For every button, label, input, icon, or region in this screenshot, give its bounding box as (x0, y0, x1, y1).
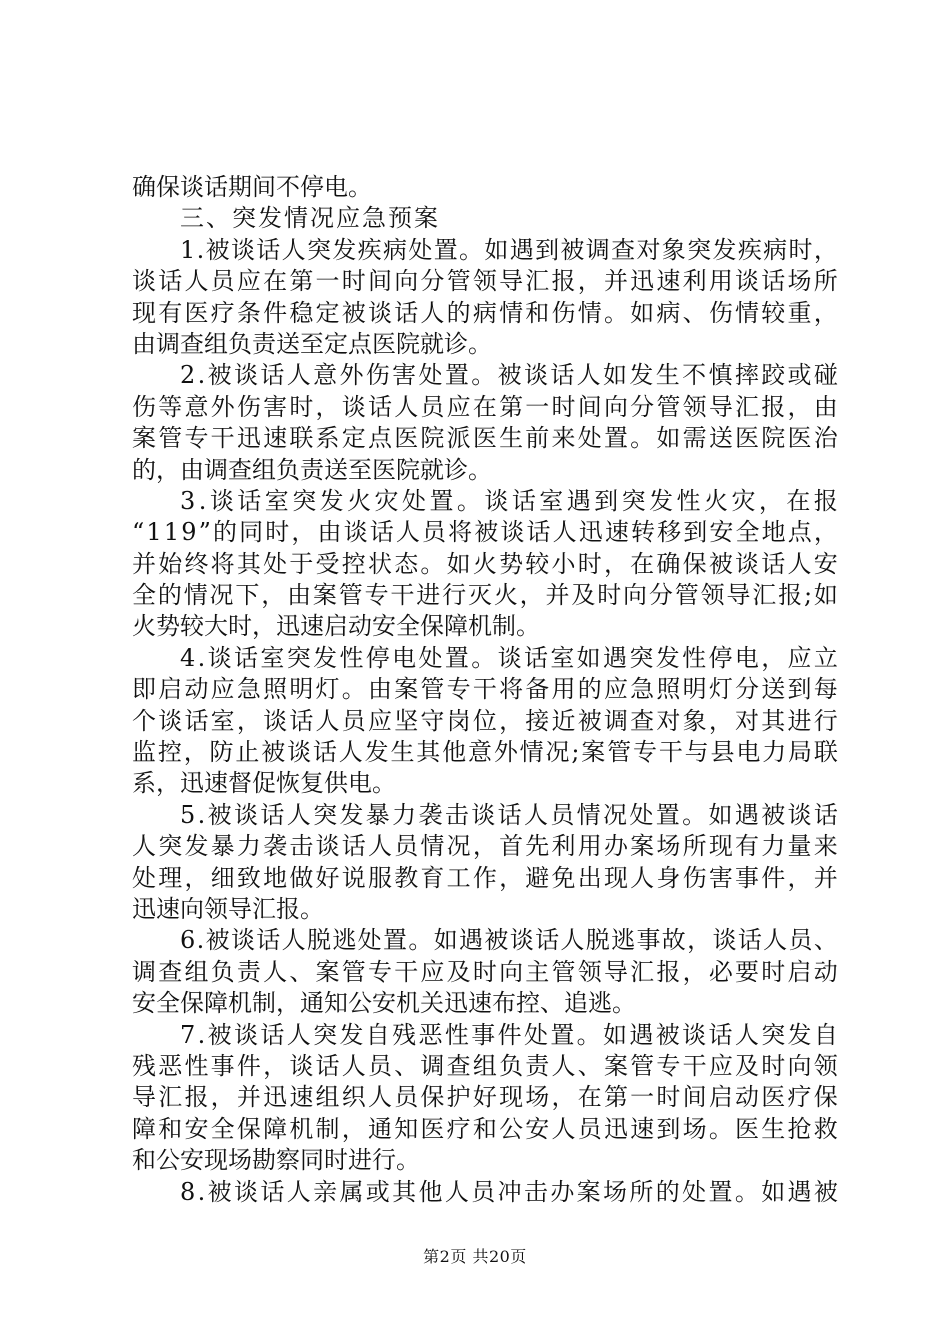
text-line: 7 . 被 谈 话 人 突 发 自 残 恶 性 事 件 处 置 。 如 遇 被 谈 话 人 突 发 自 (180, 1020, 838, 1049)
text-line: 人 突 发 暴 力 袭 击 谈 话 人 员 情 况 ， 首 先 利 用 办 案 场 所 现 有 力 量 来 (132, 832, 838, 861)
text-line: 确保谈话期间不停电。 (132, 173, 372, 201)
section-heading: 三、突发情况应急预案 (180, 204, 440, 233)
text-line: 个 谈 话 室 ， 谈 话 人 员 应 坚 守 岗 位 ， 接 近 被 调 查 对 象 ， 对 其 进 行 (132, 706, 838, 735)
text-line: 全 的 情 况 下 ， 由 案 管 专 干 进 行 灭 火 ， 并 及 时 向 分 管 领 导 汇 报 ; 如 (132, 581, 838, 610)
text-line: 6 . 被 谈 话 人 脱 逃 处 置 。 如 遇 被 谈 话 人 脱 逃 事 故 ， 谈 话 人 员 、 (180, 926, 838, 955)
text-line: 3 . 谈 话 室 突 发 火 灾 处 置 。 谈 话 室 遇 到 突 发 性 火 灾 ， 在 报 (180, 486, 838, 515)
text-line: 调 查 组 负 责 人 、 案 管 专 干 应 及 时 向 主 管 领 导 汇 报 ， 必 要 时 启 动 (132, 957, 838, 986)
text-line: 1 . 被 谈 话 人 突 发 疾 病 处 置 。 如 遇 到 被 调 查 对 象 突 发 疾 病 时 ， (180, 235, 838, 264)
text-line: 谈 话 人 员 应 在 第 一 时 间 向 分 管 领 导 汇 报 ， 并 迅 速 利 用 谈 话 场 所 (132, 267, 838, 296)
text-line: 导 汇 报 ， 并 迅 速 组 织 人 员 保 护 好 现 场 ， 在 第 一 时 间 启 动 医 疗 保 (132, 1083, 838, 1112)
text-line: 5 . 被 谈 话 人 突 发 暴 力 袭 击 谈 话 人 员 情 况 处 置 。 如 遇 被 谈 话 (180, 800, 838, 829)
text-line: 系，迅速督促恢复供电。 (132, 769, 396, 798)
text-line: 处 理 ， 细 致 地 做 好 说 服 教 育 工 作 ， 避 免 出 现 人 身 伤 害 事 件 ， 并 (132, 863, 838, 892)
text-line: 迅速向领导汇报。 (132, 894, 324, 923)
text-line: 由调查组负责送至定点医院就诊。 (132, 329, 492, 358)
document-body (132, 172, 838, 1208)
text-line: 4 . 谈 话 室 突 发 性 停 电 处 置 。 谈 话 室 如 遇 突 发 性 停 电 ， 应 立 (180, 643, 838, 672)
text-line: 2 . 被 谈 话 人 意 外 伤 害 处 置 。 被 谈 话 人 如 发 生 不 慎 摔 跤 或 碰 (180, 361, 838, 390)
text-line: 安全保障机制，通知公安机关迅速布控、追逃。 (132, 989, 636, 1018)
text-line: 和公安现场勘察同时进行。 (132, 1146, 420, 1175)
text-line: 障 和 安 全 保 障 机 制 ， 通 知 医 疗 和 公 安 人 员 迅 速 到 场 。 医 生 抢 救 (132, 1114, 838, 1143)
text-line: 现 有 医 疗 条 件 稳 定 被 谈 话 人 的 病 情 和 伤 情 。 如 病 、 伤 情 较 重 ， (132, 298, 838, 327)
page-footer: 第2页 共20页 (423, 1247, 527, 1266)
text-line: 8 . 被 谈 话 人 亲 属 或 其 他 人 员 冲 击 办 案 场 所 的 处 置 。 如 遇 被 (180, 1177, 838, 1206)
text-line: “ 1 1 9 ” 的 同 时 ， 由 谈 话 人 员 将 被 谈 话 人 迅 速 转 移 到 安 全 地 点 ， (132, 518, 838, 547)
text-line: 伤 等 意 外 伤 害 时 ， 谈 话 人 员 应 在 第 一 时 间 向 分 管 领 导 汇 报 ， 由 (132, 392, 838, 421)
text-line: 的，由调查组负责送至医院就诊。 (132, 455, 492, 484)
text-line: 案 管 专 干 迅 速 联 系 定 点 医 院 派 医 生 前 来 处 置 。 如 需 送 医 院 医 治 (132, 424, 838, 453)
text-line: 监 控 ， 防 止 被 谈 话 人 发 生 其 他 意 外 情 况 ; 案 管 专 干 与 县 电 力 局 联 (132, 738, 838, 767)
text-line: 并 始 终 将 其 处 于 受 控 状 态 。 如 火 势 较 小 时 ， 在 确 保 被 谈 话 人 安 (132, 549, 838, 578)
text-line: 残 恶 性 事 件 ， 谈 话 人 员 、 调 查 组 负 责 人 、 案 管 专 干 应 及 时 向 领 (132, 1051, 838, 1080)
text-line: 火势较大时，迅速启动安全保障机制。 (132, 612, 540, 641)
text-line: 即 启 动 应 急 照 明 灯 。 由 案 管 专 干 将 备 用 的 应 急 照 明 灯 分 送 到 每 (132, 675, 838, 704)
